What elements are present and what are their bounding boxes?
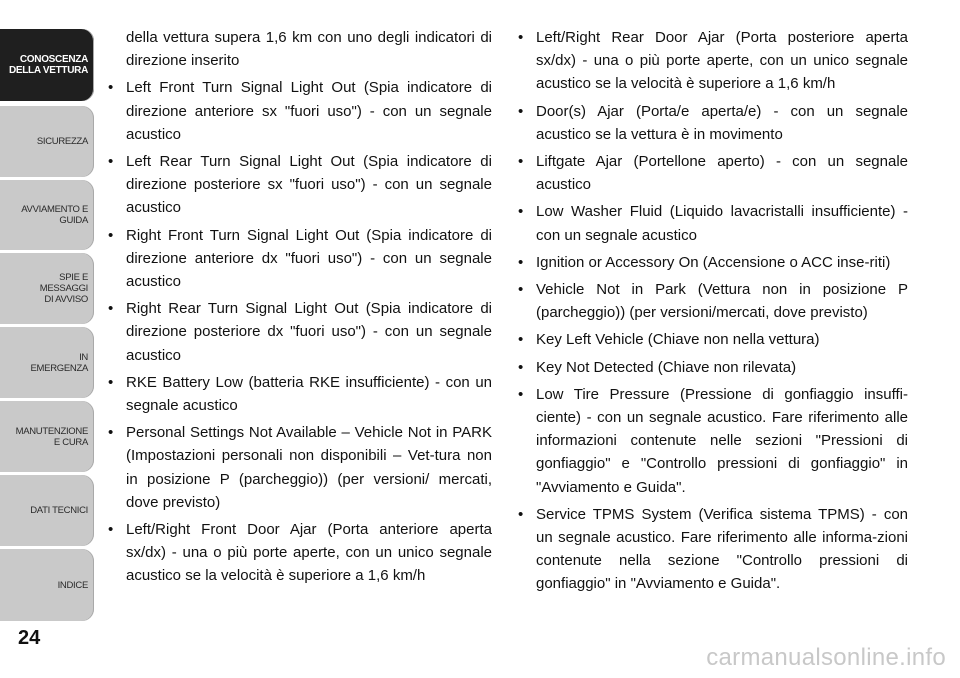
- page-number: 24: [18, 627, 41, 649]
- list-item: • Liftgate Ajar (Portellone aperto) - con un segnale acustico: [518, 150, 908, 196]
- tab-in-emergenza[interactable]: [0, 327, 94, 398]
- tab-label: MANUTENZIONE E CURA: [15, 425, 88, 448]
- tab-sicurezza[interactable]: [0, 106, 94, 177]
- list-item: • Key Left Vehicle (Chiave non nella vettura): [518, 328, 908, 351]
- tab-dati-tecnici[interactable]: [0, 475, 94, 546]
- left-column: [108, 26, 492, 588]
- list-item: • Service TPMS System (Verifica sistema TPMS) - con un segnale acustico. Fare riferimento alle informa-zioni contenute nella sezione "Controllo pressioni di gonfiaggio" in "Avviamento e Guida".: [518, 503, 908, 596]
- list-item: • Left Rear Turn Signal Light Out (Spia indicatore di direzione posteriore sx "fuori uso") - con un segnale acustico: [108, 150, 492, 220]
- list-item: • Right Front Turn Signal Light Out (Spia indicatore di direzione anteriore dx "fuori uso") - con un segnale acustico: [108, 224, 492, 294]
- tab-conoscenza-della-vettura[interactable]: [0, 29, 94, 101]
- tab-label: IN EMERGENZA: [30, 351, 88, 374]
- tab-label: SPIE E MESSAGGI DI AVVISO: [39, 272, 88, 305]
- tab-manutenzione-e-cura[interactable]: [0, 401, 94, 472]
- tab-label: CONOSCENZA DELLA VETTURA: [8, 54, 88, 76]
- tab-label: DATI TECNICI: [30, 505, 88, 516]
- tab-spie-e-messaggi[interactable]: [0, 253, 94, 324]
- list-item: • Low Tire Pressure (Pressione di gonfiaggio insuffi-ciente) - con un segnale acustico. Fare riferimento alle informazioni contenute nelle sezioni "Pressioni di gonfiaggio" e "Controllo pressioni di gonfiaggio" in "Avviamento e Guida".: [518, 383, 908, 499]
- list-item: • Left Front Turn Signal Light Out (Spia indicatore di direzione anteriore sx "fuori uso") - con un segnale acustico: [108, 76, 492, 146]
- tab-avviamento-e-guida[interactable]: [0, 180, 94, 250]
- watermark: carmanualsonline.info: [706, 644, 946, 671]
- continuation-text: della vettura supera 1,6 km con uno degli indicatori di direzione inserito: [126, 29, 492, 70]
- tab-label: SICUREZZA: [36, 136, 88, 147]
- list-item: • Left/Right Front Door Ajar (Porta anteriore aperta sx/dx) - una o più porte aperte, con un unico segnale acustico se la velocità è superiore a 1,6 km/h: [108, 518, 492, 588]
- tab-label: INDICE: [57, 579, 88, 591]
- list-item: • Left/Right Rear Door Ajar (Porta posteriore aperta sx/dx) - una o più porte aperte, con un unico segnale acustico se la velocità è superiore a 1,6 km/h: [518, 26, 908, 96]
- chapter-tabs: [0, 0, 97, 678]
- right-column: [518, 26, 908, 596]
- tab-indice[interactable]: [0, 549, 94, 621]
- list-item: • Key Not Detected (Chiave non rilevata): [518, 356, 908, 379]
- list-item: • Ignition or Accessory On (Accensione o ACC inse-riti): [518, 251, 908, 274]
- list-item: • Personal Settings Not Available – Vehicle Not in PARK (Impostazioni personali non disponibili – Vet-tura non in posizione P (parcheggio)) (per versioni/ mercati, dove previsto): [108, 421, 492, 514]
- list-item: • Right Rear Turn Signal Light Out (Spia indicatore di direzione posteriore dx "fuori uso") - con un segnale acustico: [108, 297, 492, 367]
- list-item: • Door(s) Ajar (Porta/e aperta/e) - con un segnale acustico se la vettura è in movimento: [518, 100, 908, 146]
- list-item: • Low Washer Fluid (Liquido lavacristalli insufficiente) - con un segnale acustico: [518, 200, 908, 246]
- list-item: • Vehicle Not in Park (Vettura non in posizione P (parcheggio)) (per versioni/mercati, dove previsto): [518, 278, 908, 324]
- tab-label: AVVIAMENTO E GUIDA: [21, 204, 88, 226]
- list-item: • RKE Battery Low (batteria RKE insufficiente) - con un segnale acustico: [108, 371, 492, 417]
